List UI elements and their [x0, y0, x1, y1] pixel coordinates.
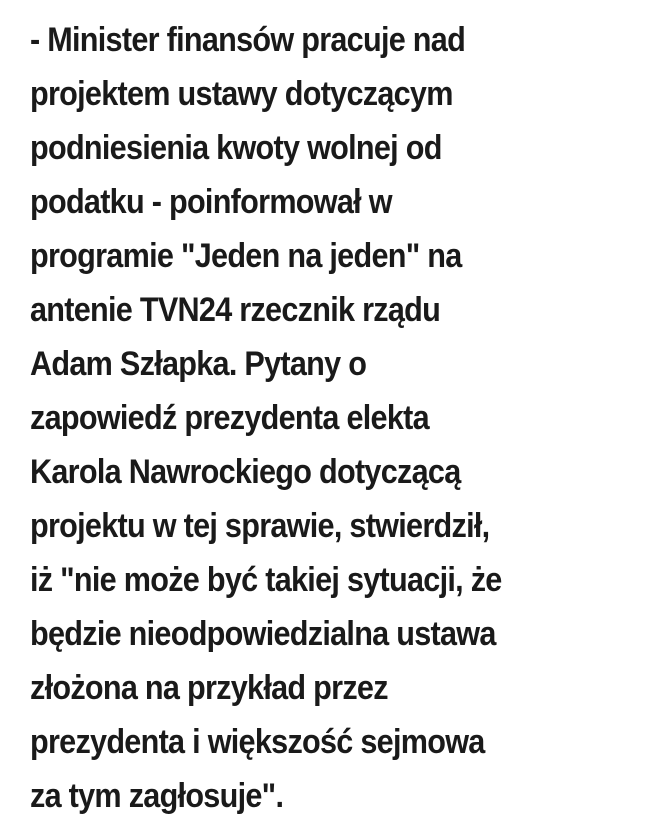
article-line: podniesienia kwoty wolnej od: [30, 129, 442, 167]
article-line: - Minister finansów pracuje nad: [30, 21, 466, 59]
article-line: będzie nieodpowiedzialna ustawa: [30, 615, 496, 653]
article-line: zapowiedź prezydenta elekta: [30, 399, 429, 437]
article-line: Adam Szłapka. Pytany o: [30, 345, 367, 383]
article-line: za tym zagłosuje".: [30, 777, 284, 815]
article-line: projektu w tej sprawie, stwierdził,: [30, 507, 490, 545]
article-line: podatku - poinformował w: [30, 183, 392, 221]
article-text: [30, 13, 640, 823]
article-line: programie "Jeden na jeden" na: [30, 237, 462, 275]
article-line: prezydenta i większość sejmowa: [30, 723, 485, 761]
article-line: projektem ustawy dotyczącym: [30, 75, 453, 113]
article-line: antenie TVN24 rzecznik rządu: [30, 291, 441, 329]
article-line: iż "nie może być takiej sytuacji, że: [30, 561, 502, 599]
article-line: Karola Nawrockiego dotyczącą: [30, 453, 461, 491]
article-line: złożona na przykład przez: [30, 669, 388, 707]
